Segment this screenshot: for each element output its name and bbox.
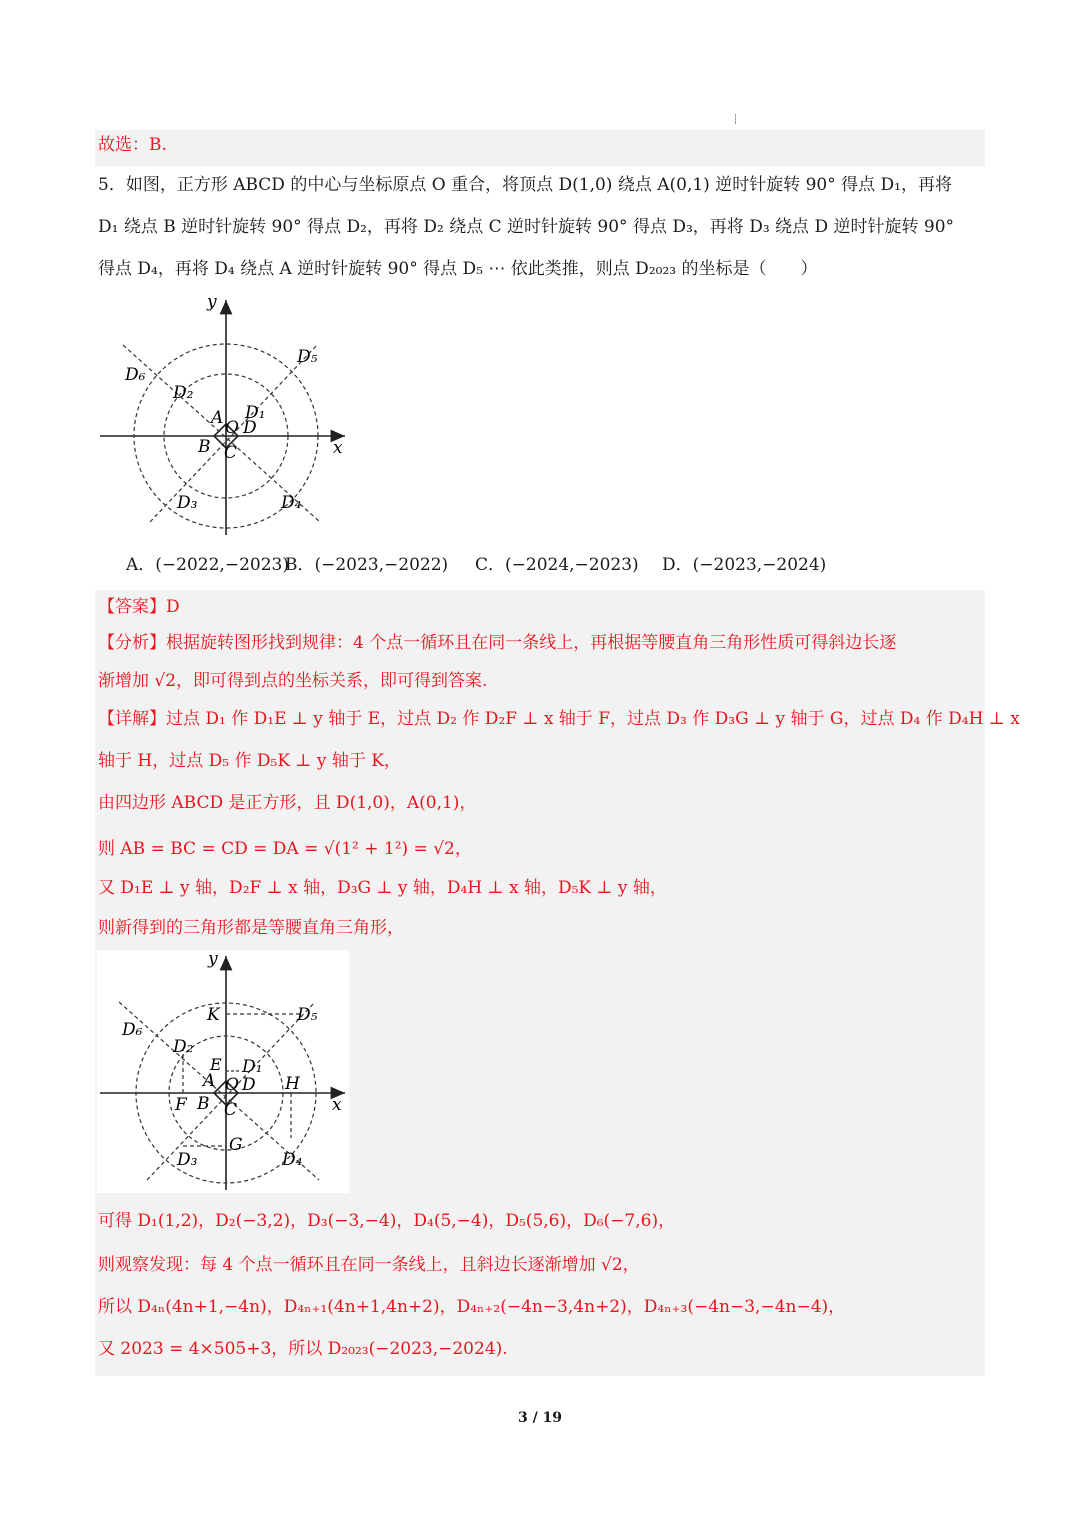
- detail-line-1: 【详解】过点 D₁ 作 D₁E ⊥ y 轴于 E，过点 D₂ 作 D₂F ⊥ x 轴于 F，过点 D₃ 作 D₃G ⊥ y 轴于 G，过点 D₄ 作 D₄H ⊥ x: [98, 709, 1020, 729]
- prev-answer-block: [95, 130, 985, 166]
- detail-line-8: 则观察发现：每 4 个点一循环且在同一条线上，且斜边长逐渐增加 √2，: [98, 1255, 640, 1275]
- label-d2: D₂: [173, 383, 194, 403]
- label-d1-2: D₁: [242, 1057, 263, 1077]
- solution-figure: [97, 950, 349, 1193]
- label-g: G: [229, 1135, 243, 1155]
- detail-line-4: 则 AB = BC = CD = DA = √(1² + 1²) = √2，: [98, 839, 472, 859]
- detail-line-10: 又 2023 = 4×505+3，所以 D₂₀₂₃(−2023,−2024).: [98, 1339, 508, 1359]
- label-d-2: D: [242, 1075, 256, 1095]
- label-y: y: [207, 292, 217, 312]
- label-d4-2: D₄: [282, 1150, 303, 1170]
- detail-line-2: 轴于 H，过点 D₅ 作 D₅K ⊥ y 轴于 K，: [98, 751, 401, 771]
- option-d: D．(−2023,−2024): [662, 555, 827, 575]
- detail-line-3: 由四边形 ABCD 是正方形，且 D(1,0)，A(0,1)，: [98, 793, 477, 813]
- label-x-2: x: [332, 1095, 342, 1115]
- label-x: x: [333, 438, 343, 458]
- option-a: A．(−2022,−2023): [126, 555, 289, 575]
- detail-line-7: 可得 D₁(1,2)，D₂(−3,2)，D₃(−3,−4)，D₄(5,−4)，D₅(5,6)，D₆(−7,6)，: [98, 1211, 676, 1231]
- label-a-2: A: [203, 1071, 216, 1091]
- label-e: E: [210, 1055, 222, 1074]
- page-number: 3 / 19: [517, 1410, 563, 1426]
- label-d5-2: D₅: [297, 1005, 318, 1025]
- detail-line-6: 则新得到的三角形都是等腰直角三角形，: [98, 918, 404, 938]
- analysis-line-2: 渐增加 √2，即可得到点的坐标关系，即可得到答案.: [98, 671, 488, 691]
- label-d6-2: D₆: [122, 1020, 143, 1040]
- label-d3-2: D₃: [177, 1150, 198, 1170]
- label-f: F: [175, 1095, 187, 1115]
- label-b-2: B: [197, 1094, 210, 1114]
- label-y-2: y: [208, 950, 218, 969]
- label-a: A: [211, 408, 224, 428]
- option-c: C．(−2024,−2023): [475, 555, 639, 575]
- label-c: C: [224, 443, 238, 463]
- page-tick-mark: [735, 114, 737, 124]
- answer: 【答案】D: [98, 597, 180, 617]
- label-d2-2: D₂: [173, 1037, 194, 1057]
- label-d6: D₆: [125, 365, 146, 385]
- question-line-3: 得点 D₄，再将 D₄ 绕点 A 逆时针旋转 90° 得点 D₅ ⋯ 依此类推，则点 D₂₀₂₃ 的坐标是（ ）: [98, 259, 818, 279]
- label-o-2: O: [225, 1075, 239, 1095]
- question-figure: [95, 290, 365, 540]
- label-b: B: [198, 437, 211, 457]
- prev-answer: 故选：B.: [98, 135, 167, 155]
- question-line-2: D₁ 绕点 B 逆时针旋转 90° 得点 D₂，再将 D₂ 绕点 C 逆时针旋转 90° 得点 D₃，再将 D₃ 绕点 D 逆时针旋转 90°: [98, 217, 955, 237]
- label-o: O: [225, 418, 239, 438]
- label-d5: D₅: [297, 347, 318, 367]
- label-d: D: [243, 418, 257, 438]
- question-line-1: 5．如图，正方形 ABCD 的中心与坐标原点 O 重合，将顶点 D(1,0) 绕点 A(0,1) 逆时针旋转 90° 得点 D₁，再将: [98, 175, 952, 195]
- label-d1: D₁: [245, 403, 266, 423]
- label-k: K: [207, 1005, 220, 1025]
- detail-line-5: 又 D₁E ⊥ y 轴，D₂F ⊥ x 轴，D₃G ⊥ y 轴，D₄H ⊥ x 轴，D₅K ⊥ y 轴，: [98, 878, 667, 898]
- label-d4: D₄: [281, 493, 302, 513]
- label-h: H: [285, 1074, 300, 1094]
- option-b: B．(−2023,−2022): [285, 555, 449, 575]
- detail-line-9: 所以 D₄ₙ(4n+1,−4n)，D₄ₙ₊₁(4n+1,4n+2)，D₄ₙ₊₂(−4n−3,4n+2)，D₄ₙ₊₃(−4n−3,−4n−4)，: [98, 1297, 846, 1317]
- label-c-2: C: [224, 1100, 238, 1120]
- label-d3: D₃: [177, 493, 198, 513]
- analysis-line-1: 【分析】根据旋转图形找到规律：4 个点一循环且在同一条线上，再根据等腰直角三角形性质可得斜边长逐: [98, 633, 897, 653]
